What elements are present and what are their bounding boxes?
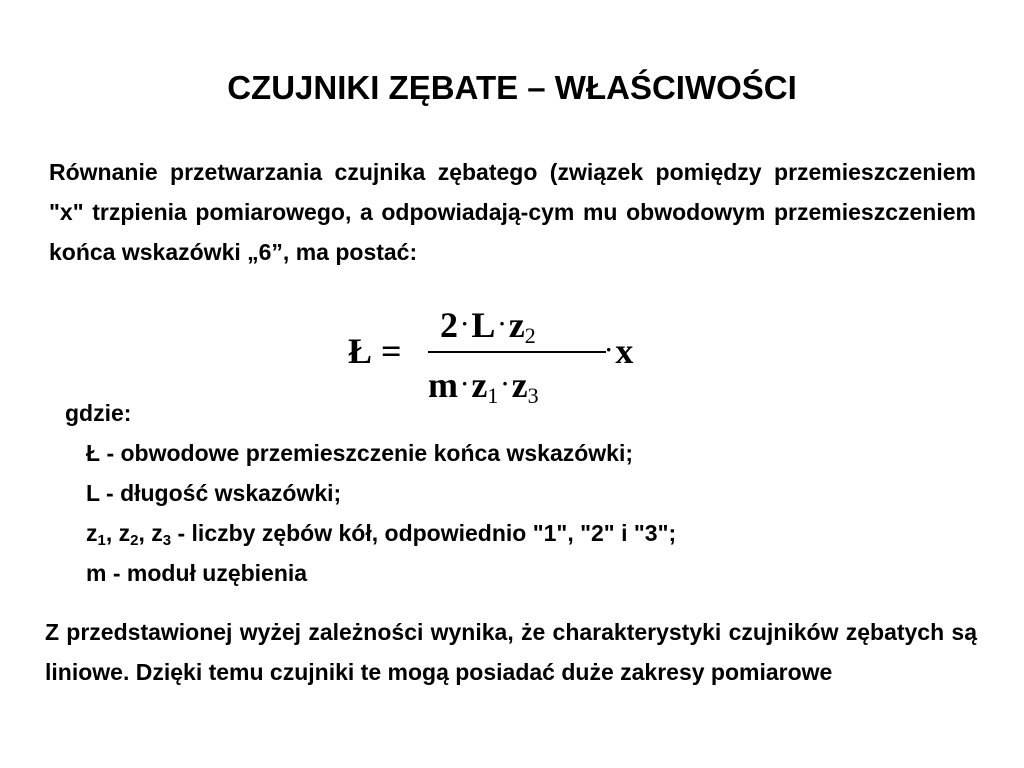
denominator-module: m — [428, 365, 458, 405]
definition-item: m - moduł uzębienia — [86, 560, 308, 586]
numerator-subscript: 2 — [524, 323, 536, 348]
equation-numerator — [440, 304, 536, 346]
equation-lhs: Ł = — [348, 331, 402, 371]
definitions-label: gdzie: — [65, 400, 132, 426]
conclusion-paragraph: Z przedstawionej wyżej zależności wynika, że charakterystyki czujników zębatych są liniowe. Dzięki temu czujniki te mogą posiadać duże zakresy pomiarowe — [45, 619, 977, 685]
denominator-subscript-3: 3 — [527, 383, 539, 408]
separator: , z — [138, 520, 163, 546]
definition-item: Ł - obwodowe przemieszczenie końca wskazówki; — [86, 440, 634, 466]
intro-paragraph: Równanie przetwarzania czujnika zębatego (związek pomiędzy przemieszczeniem "x" trzpienia pomiarowego, a odpowiadają-cym mu obwodowym przemieszczeniem końca wskazówki „6”, ma postać: — [49, 159, 976, 265]
fraction-bar — [428, 351, 606, 353]
multiply-dot: · — [461, 311, 469, 336]
definitions-list — [65, 393, 676, 593]
numerator-length: L — [471, 305, 496, 345]
multiply-dot: · — [605, 337, 613, 362]
denominator-z1: z — [471, 365, 488, 405]
multiply-dot: · — [501, 371, 509, 396]
numerator-z: z — [508, 305, 525, 345]
equation-multiplier — [602, 330, 633, 372]
denominator-z3: z — [511, 365, 528, 405]
separator: , z — [105, 520, 131, 546]
definition-item — [65, 513, 676, 553]
subscript-1: 1 — [97, 532, 106, 549]
multiply-dot: · — [498, 311, 506, 336]
multiplier-x: x — [615, 331, 634, 371]
multiply-dot: · — [461, 371, 469, 396]
slide-title: CZUJNIKI ZĘBATE – WŁAŚCIWOŚCI — [227, 69, 797, 106]
definition-z: z — [86, 520, 98, 546]
denominator-subscript-1: 1 — [487, 383, 499, 408]
definition-text: - liczby zębów kół, odpowiednio "1", "2" i "3"; — [171, 520, 677, 546]
subscript-3: 3 — [162, 532, 172, 549]
subscript-2: 2 — [130, 532, 139, 549]
numerator-coefficient: 2 — [440, 305, 458, 345]
definition-item: L - długość wskazówki; — [86, 480, 342, 506]
